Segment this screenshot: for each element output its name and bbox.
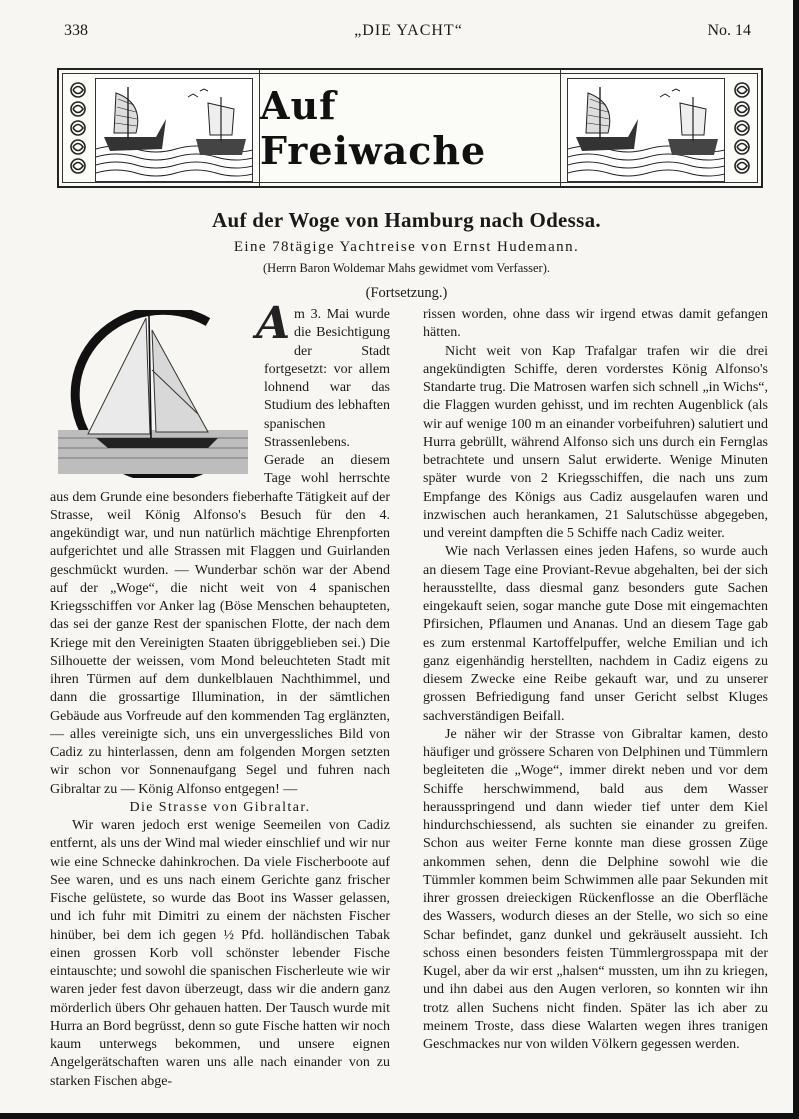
section-banner xyxy=(57,68,763,188)
drop-cap: A xyxy=(256,298,291,349)
issue-number: No. 14 xyxy=(707,22,751,39)
paragraph: Wie nach Verlassen eines jeden Hafens, so wurde auch an diesem Tage eine Proviant-Revue abgehalten, bei der sich herausstellte, dass diesmal ganz besonders gute Sachen eingekauft seien, sogar manche gute Dose mit eingemachten Pfirsichen, Pflaumen und Ananas. Und an diesem Tage gab es zum erstenmal Kartoffelpuffer, welche Emilian und ich ganz eigenhändig herstellten, nachdem in Cadiz eigens zu diesem Zwecke eine Reibe gekauft war, und zu unserer grossen Befriedigung fand unser Gericht selbst Kluges sachverständigen Beifall. xyxy=(423,544,768,724)
ornament-rope-icon xyxy=(731,80,753,178)
article-dedication: (Herrn Baron Woldemar Mahs gewidmet vom Verfasser). xyxy=(263,261,550,275)
paragraph: Wir waren jedoch erst wenige Seemeilen von Cadiz entfernt, als uns der Wind mal wieder einschlief und wir nur wie eine Schnecke dahinkrochen. Da viele Fischerboote auf See waren, und es uns nach einem Gerichte ganz frischer Fische gelüstete, so wurde das Boot ins Wasser gelassen, und ich fuhr mit Dimitri zu einem der nächsten Fischer hinüber, bei dem ich gegen ½ Pfd. holländischen Tabak einen grossen Korb voll schönster lebender Fische eintauschte; und sowohl die spanischen Fischerleute wie wir waren jeder fest davon überzeugt, dass wir die andern ganz mörderlich übers Ohr gehauen hatten. Der Tausch wurde mit Hurra an Bord begrüsst, denn so gute Fische hatten wir noch kaum unterwegs bekommen, und unsere eignen Angelgerätschaften waren uns alle nach einander von zu starken Fischen abge- xyxy=(50,818,390,1089)
article-subtitle: Eine 78tägige Yachtreise von Ernst Hudemann. xyxy=(233,239,580,255)
page-number: 338 xyxy=(64,22,88,39)
journal-title: „DIE YACHT“ xyxy=(354,22,463,39)
sailboat-vignette xyxy=(48,310,258,478)
sailing-ship-illustration xyxy=(567,78,725,182)
article-title: Auf der Woge von Hamburg nach Odessa. xyxy=(212,208,601,232)
continuation-note: (Fortsetzung.) xyxy=(365,285,448,301)
left-column xyxy=(50,298,390,1091)
paragraph: m 3. Mai wurde die Besichtigung der Stadt fortgesetzt: vor allem lohnend war das Studium des lebhaften spanischen Strassenlebens. Gerade an diesem Tage wohl herrschte aus dem Grunde eine besonders fieberhafte Tätigkeit auf der Strasse, weil König Alfonso's Besuch für den 4. angekündigt war, und nun natürlich mächtige Ehrenpforten aufgerichtet und alle Strassen mit Flaggen und Guirlanden geschmückt wurden. — Wunderbar schön war der Abend auf der „Woge“, die nicht weit von 4 spanischen Kriegsschiffen vor Anker lag (Böse Menschen behaupteten, das sei der ganze Rest der spanischen Flotte, der nach dem Kriege mit den Vereinigten Staaten übriggeblieben sei.) Die Silhouette der weissen, vom Mond beleuchteten Stadt mit ihren Türmen auf dem dunkelblauen Nachthimmel, und dann die grossartige Illumination, in der sämtlichen Gebäude aus Vorfreude auf den kommenden Tag erglänzten, — alles vereinigte sich, uns ein unvergessliches Bild von Cadiz zu hinterlassen, denn am folgenden Morgen setzten wir schon vor Sonnenaufgang Segel und fuhren nach Gibraltar zu — König Alfonso entgegen! — xyxy=(50,307,390,797)
paragraph: Nicht weit von Kap Trafalgar trafen wir die drei angekündigten Schiffe, deren vorderstes König Alfonso's Standarte trug. Die Matrosen warfen sich schnell „in Wichs“, die Flaggen wurden gehisst, und im rechten Augenblick (als wir auf wenige 100 m an einander vorbeifuhren) salutiert und Hurra gebrüllt, während Alfonso sich uns durch ein Fernglas betrachtete und unsern Salut erwiderte. Wenige Minuten später wurde von 2 Kriegsschiffen, die nach uns zum Empfange des Königs aus Cadiz ausgelaufen waren und inzwischen auch herankamen, 21 Salutschüsse abgegeben, und vereint dampften die 5 Schiffe nach Cadiz weiter. xyxy=(423,343,768,541)
banner-title: Auf Freiwache xyxy=(259,70,561,186)
section-heading: Die Strasse von Gibraltar. xyxy=(129,799,311,815)
sailing-ship-illustration xyxy=(95,78,253,182)
running-head xyxy=(64,22,753,46)
paragraph: Je näher wir der Strasse von Gibraltar kamen, desto häufiger und grössere Scharen von Delphinen und Tümmlern begleiteten die „Woge“, immer direkt neben und vor dem Schiffe herschwimmend, bald aus dem Wasser herausspringend und dann wieder tief unter dem Kiel hindurchschiessend, als suchten sie einander zu greifen. Schon aus weiter Ferne konnte man diese grossen Züge ankommen sehen, denn die Delphine sowohl wie die Tümmler kommen beim Schwimmen alle paar Sekunden mit ihrer grossen dreieckigen Rückenflosse an die Oberfläche des Wassers, wodurch dieses an der Stelle, wo sich so eine Schar befindet, ganz dunkel und gekräuselt aussieht. Ich schoss einen besonders feisten Tümmlergrosspapa mit der Kugel, aber da wir erst „halsen“ mussten, um ihn zu kriegen, und ihn dabei aus den Augen verloren, so konnten wir ihn trotz allen Suchens nicht finden. Später las ich aber zu meinem Troste, dass diese Walarten wegen ihres tranigen Geschmackes nur von wilden Völkern gegessen werden. xyxy=(423,726,768,1052)
paragraph: rissen worden, ohne dass wir irgend etwas damit gefangen hätten. xyxy=(423,307,768,341)
right-column xyxy=(423,306,768,1054)
ornament-rope-icon xyxy=(67,80,89,178)
